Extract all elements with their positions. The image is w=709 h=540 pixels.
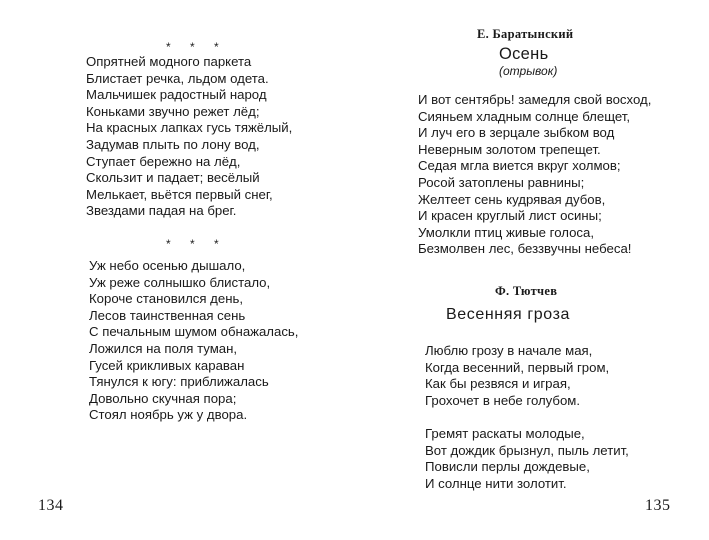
poem-line: Гремят раскаты молодые, — [425, 426, 585, 441]
poem-line: Безмолвен лес, беззвучны небеса! — [418, 241, 632, 257]
page-number-left: 134 — [38, 497, 64, 514]
poem-line: Гусей крикливых караван — [89, 357, 245, 373]
poem-subtitle: (отрывок) — [499, 64, 558, 78]
poem-stanza-autumn — [89, 258, 298, 424]
poem-line: Уж реже солнышко блистало, — [89, 274, 271, 290]
poem-line: И красен круглый лист осины; — [418, 208, 602, 224]
poem-line: Росой затоплены равнины; — [418, 174, 585, 190]
poem-line: Вот дождик брызнул, пыль летит, — [425, 442, 629, 458]
page-number-right: 135 — [645, 497, 671, 514]
poem-stanza-groza-2 — [425, 426, 629, 492]
poem-line: Мальчишек радостный народ — [86, 87, 267, 103]
poem-line: Неверным золотом трепещет. — [418, 141, 601, 157]
poem-line: И вот сентябрь! замедля свой восход, — [418, 92, 652, 107]
poem-title-vesennyaya-groza: Весенняя гроза — [446, 306, 571, 323]
poem-line: Люблю грозу в начале мая, — [425, 343, 593, 358]
poem-line: На красных лапках гусь тяжёлый, — [86, 120, 293, 136]
poem-line: Мелькает, вьётся первый снег, — [86, 186, 273, 202]
poem-line: Сияньем хладным солнце блещет, — [418, 108, 631, 124]
poem-line: Грохочет в небе голубом. — [425, 392, 581, 408]
poem-line: Лесов таинственная сень — [89, 307, 246, 323]
poem-line: Седая мгла виется вкруг холмов; — [418, 158, 621, 174]
poem-line: Ступает бережно на лёд, — [86, 153, 241, 169]
poem-line: Скользит и падает; весёлый — [86, 170, 260, 186]
poem-line: Звездами падая на брег. — [86, 203, 237, 219]
poem-line: И луч его в зерцале зыбком вод — [418, 125, 615, 141]
poem-line: Когда весенний, первый гром, — [425, 359, 610, 375]
poem-line: Умолкли птиц живые голоса, — [418, 224, 595, 240]
poem-line: Тянулся к югу: приближалась — [89, 374, 269, 390]
poem-line: Довольно скучная пора; — [89, 390, 237, 406]
poem-author-baratynsky: Е. Баратынский — [477, 27, 574, 41]
poem-line: Короче становился день, — [89, 291, 244, 307]
poem-line: Уж небо осенью дышало, — [89, 258, 246, 273]
poem-stanza-skating — [86, 54, 292, 220]
poem-line: Ложился на поля туман, — [89, 340, 238, 356]
poem-line: Задумав плыть по лону вод, — [86, 136, 260, 152]
poem-line: Коньками звучно режет лёд; — [86, 103, 260, 119]
poem-stanza-groza-1 — [425, 343, 609, 409]
poem-line: Блистает речка, льдом одета. — [86, 70, 269, 86]
poem-line: С печальным шумом обнажалась, — [89, 324, 299, 340]
poem-line: Стоял ноябрь уж у двора. — [89, 407, 248, 423]
stanza-separator-2: * * * — [166, 237, 227, 251]
stanza-separator-1: * * * — [166, 40, 227, 54]
poem-author-tyutchev: Ф. Тютчев — [495, 284, 558, 298]
poem-title-osen: Осень — [499, 45, 549, 63]
poem-line: И солнце нити золотит. — [425, 475, 567, 491]
right-page — [355, 0, 709, 540]
poem-line: Желтеет сень кудрявая дубов, — [418, 191, 606, 207]
poem-line: Как бы резвяся и играя, — [425, 376, 571, 392]
poem-line: Опрятней модного паркета — [86, 54, 252, 69]
left-page — [0, 0, 354, 540]
poem-line: Повисли перлы дождевые, — [425, 459, 590, 475]
poem-text-osen — [418, 92, 651, 258]
